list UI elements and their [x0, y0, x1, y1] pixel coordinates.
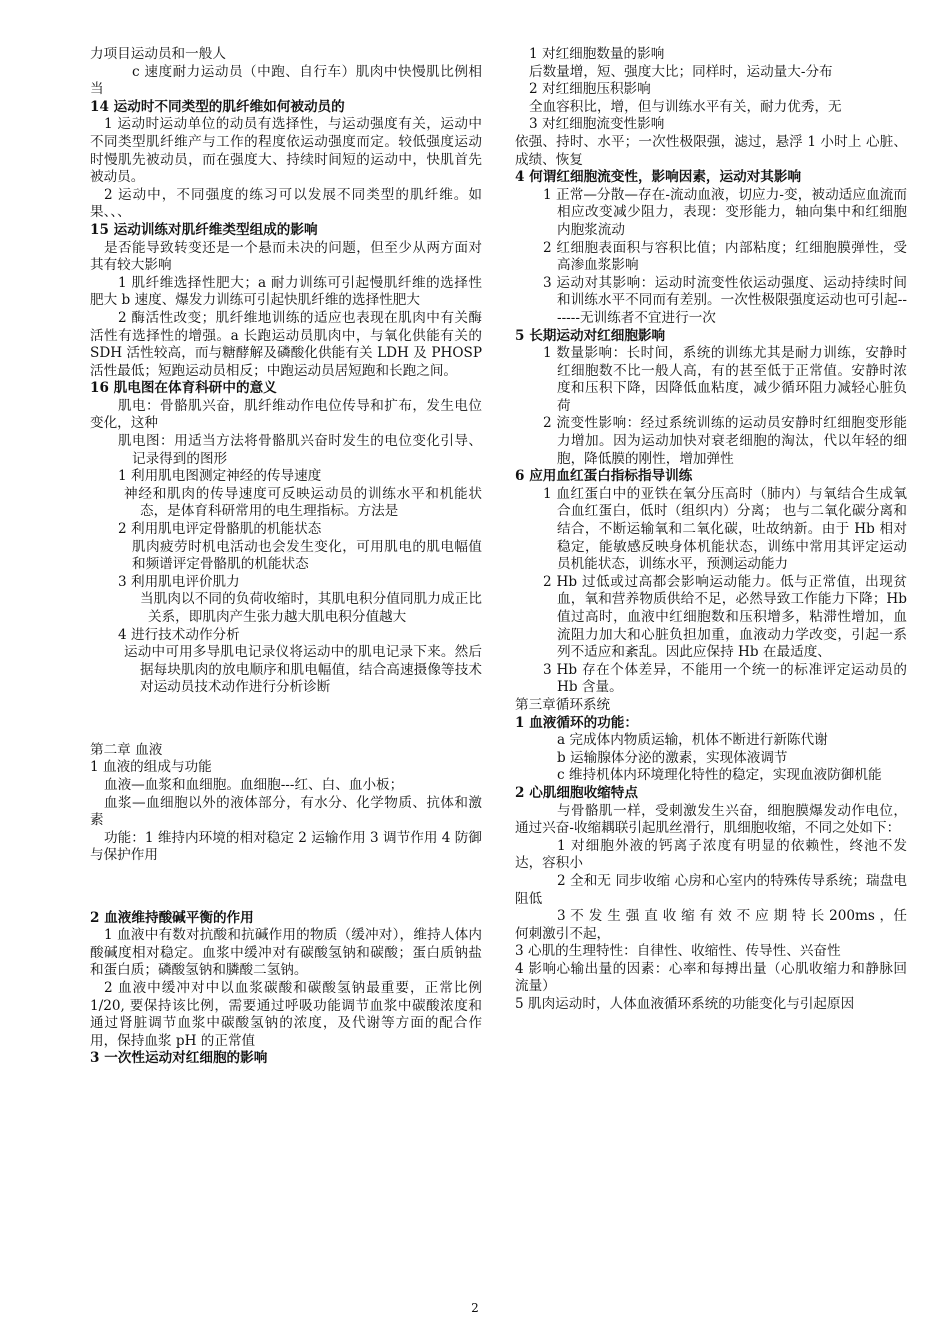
text-line: 肌电：骨骼肌兴奋，肌纤维动作电位传导和扩布，发生电位变化，这种 — [90, 397, 482, 432]
text-line: 3 对红细胞流变性影响 — [529, 116, 665, 133]
text-line: 2 运动中，不同强度的练习可以发展不同类型的肌纤维。如果、、、 — [90, 186, 482, 221]
text-line: 血液—血浆和血细胞。血细胞---红、白、血小板； — [104, 776, 404, 793]
text-line: 功能：1 维持内环境的相对稳定 2 运输作用 3 调节作用 4 防御与保护作用 — [90, 829, 482, 864]
text-line: 2 流变性影响：经过系统训练的运动员安静时红细胞变形能力增加。因为运动加快对衰老细胞的淘汰，代以年轻的细胞，降低膜的刚性，增加弹性 — [543, 415, 907, 467]
left-column — [90, 46, 482, 1068]
text-line: 1 血液中有数对抗酸和抗碱作用的物质（缓冲对），维持人体内酸碱度相对稳定。血浆中缓冲对有碳酸氢钠和碳酸；蛋白质钠盐和蛋白质；磷酸氢钠和膦酸二氢钠。 — [90, 927, 482, 979]
text-line: 4 进行技术动作分析 — [118, 626, 240, 643]
text-line: 依强、持时、水平；一次性极限强，滤过，悬浮 1 小时上 心脏、成绩、恢复 — [515, 133, 907, 168]
text-line: 14 运动时不同类型的肌纤维如何被动员的 — [90, 98, 345, 115]
text-line: 2 全和无 同步收缩 心房和心室内的特殊传导系统；瑞盘电阻低 — [515, 872, 907, 907]
text-line: 2 血液维持酸碱平衡的作用 — [90, 909, 254, 926]
text-line: 神经和肌肉的传导速度可反映运动员的训练水平和机能状态，是体育科研常用的电生理指标。方法是 — [124, 485, 482, 520]
text-line: 16 肌电图在体育科研中的意义 — [90, 380, 277, 397]
text-line: 肌电图：用适当方法将骨骼肌兴奋时发生的电位变化引导、记录得到的图形 — [118, 433, 482, 467]
text-line: 3 不 发 生 强 直 收 缩 有 效 不 应 期 特 长 200ms ，任何刺激引不起， — [515, 908, 907, 942]
text-line: c 速度耐力运动员（中跑、自行车）肌肉中快慢肌比例相当 — [90, 63, 482, 98]
page-number: 2 — [471, 1301, 479, 1315]
text-line: 3 Hb 存在个体差异，不能用一个统一的标准评定运动员的 Hb 含量。 — [543, 661, 907, 696]
text-line: 2 红细胞表面积与容积比值；内部粘度；红细胞膜弹性，受高渗血浆影响 — [543, 239, 907, 274]
text-line: 5 肌肉运动时，人体血液循环系统的功能变化与引起原因 — [515, 996, 855, 1013]
text-line: 2 对红细胞压积影响 — [529, 81, 651, 98]
text-line: 1 血液的组成与功能 — [90, 759, 212, 776]
text-line: c 维持机体内环境理化特性的稳定，实现血液防御机能 — [557, 767, 882, 784]
text-line: 4 影响心输出量的因素：心率和每搏出量（心肌收缩力和静脉回流量） — [515, 960, 907, 995]
text-line: 1 利用肌电图测定神经的传导速度 — [118, 468, 322, 485]
text-line: 15 运动训练对肌纤维类型组成的影响 — [90, 221, 318, 238]
text-line: 3 运动对其影响：运动时流变性依运动强度、运动持续时间和训练水平不同而有差别。一次性极限强度运动也可引起-------无训练者不宜进行一次 — [543, 274, 907, 326]
text-line: 是否能导致转变还是一个悬而未决的问题，但至少从两方面对其有较大影响 — [90, 239, 482, 274]
text-line: 4 何谓红细胞流变性，影响因素，运动对其影响 — [515, 169, 802, 186]
text-line: 3 心肌的生理特性：自律性、收缩性、传导性、兴奋性 — [515, 943, 841, 960]
text-line: 1 运动时运动单位的动员有选择性，与运动强度有关，运动中不同类型肌纤维产与工作的程度依运动强度而定。较低强度运动时慢肌先被动员，而在强度大、持续时间短的运动中，快肌首先被动员。 — [90, 116, 482, 186]
blank-line — [90, 879, 482, 897]
text-line: a 完成体内物质运输，机体不断进行新陈代谢 — [557, 732, 828, 749]
text-line: 2 血液中缓冲对中以血浆碳酸和碳酸氢钠最重要，正常比例 1/20, 要保持该比例，需要通过呼吸功能调节血浆中碳酸浓度和通过肾脏调节血浆中碳酸氢钠的浓度，及代谢等方面的配合作用，保持血浆 pH 的正常值 — [90, 980, 482, 1049]
blank-line — [90, 711, 482, 729]
text-line: 1 肌纤维选择性肥大；a 耐力训练可引起慢肌纤维的选择性肥大 b 速度、爆发力训练可引起快肌纤维的选择性肥大 — [90, 274, 482, 309]
text-line: 全血容积比，增，但与训练水平有关，耐力优秀，无 — [529, 98, 842, 115]
text-line: 第二章 血液 — [90, 741, 163, 758]
text-line: 与骨骼肌一样，受刺激发生兴奋，细胞膜爆发动作电位，通过兴奋-收缩耦联引起肌丝滑行，肌细胞收缩，不同之处如下： — [515, 802, 907, 837]
text-line: 当肌肉以不同的负荷收缩时，其肌电积分值同肌力成正比关系，即肌肉产生张力越大肌电积分值越大 — [140, 591, 482, 625]
text-line: 肌肉疲劳时机电活动也会发生变化，可用肌电的肌电幅值和频谱评定骨骼肌的机能状态 — [132, 538, 482, 573]
text-line: 6 应用血红蛋白指标指导训练 — [515, 468, 693, 485]
text-line: 1 数量影响：长时间，系统的训练尤其是耐力训练，安静时红细胞数不比一般人高，有的甚至低于正常值。安静时浓度和压积下降，因降低血粘度，减少循环阻力减轻心脏负荷 — [543, 345, 907, 414]
text-line: 5 长期运动对红细胞影响 — [515, 327, 666, 344]
text-line: 1 对细胞外液的钙离子浓度有明显的依赖性，终池不发达，容积小 — [515, 837, 907, 872]
text-line: 1 对红细胞数量的影响 — [529, 46, 665, 62]
text-line: 后数量增，短、强度大比；同样时，运动量大-分布 — [529, 63, 833, 80]
text-line: 2 利用肌电评定骨骼肌的机能状态 — [118, 521, 322, 538]
text-line: 血浆—血细胞以外的液体部分，有水分、化学物质、抗体和激素 — [90, 794, 482, 829]
text-line: 1 血液循环的功能： — [515, 714, 638, 731]
text-line: 2 酶活性改变；肌纤维地训练的适应也表现在肌肉中有关酶活性有选择性的增强。a 长跑运动员肌肉中，与氧化供能有关的 SDH 活性较高，而与糖酵解及磷酸化供能有关 LDH 及 PHOSP 活性最低；短跑运动员相反；中跑运动员居短跑和长跑之间。 — [90, 309, 482, 379]
text-line: 3 利用肌电评价肌力 — [118, 573, 240, 590]
text-line: 2 心肌细胞收缩特点 — [515, 784, 638, 801]
text-line: 力项目运动员和一般人 — [90, 46, 226, 62]
text-line: 运动中可用多导肌电记录仪将运动中的肌电记录下来。然后据每块肌肉的放电顺序和肌电幅值，结合高速摄像等技术对运动员技术动作进行分析诊断 — [124, 644, 482, 696]
text-line: 第三章循环系统 — [515, 696, 611, 713]
right-column — [515, 46, 907, 1014]
text-line: 3 一次性运动对红细胞的影响 — [90, 1050, 268, 1067]
text-line: 1 正常—分散—存在-流动血液，切应力-变，被动适应血流而相应改变减少阻力，表现：变形能力，轴向集中和红细胞内胞浆流动 — [543, 186, 907, 238]
text-line: b 运输腺体分泌的激素，实现体液调节 — [557, 749, 788, 766]
text-line: 1 血红蛋白中的亚铁在氧分压高时（肺内）与氧结合生成氧合血红蛋白，低时（组织内）分离； 也与二氧化碳分离和结合，不断运输氧和二氧化碳，吐故纳新。由于 Hb 相对稳定，能敏感反映身体机能状态，训练中常用其评定运动员机能状态，训练水平，预测运动能力 — [543, 485, 907, 573]
text-line: 2 Hb 过低或过高都会影响运动能力。低与正常值，出现贫血，氧和营养物质供给不足，必然导致工作能力下降；Hb 值过高时，血液中红细胞数和压积增多，粘滞性增加，血流阻力加大和心脏负担加重，血液动力学改变，引起一系列不适应和紊乱。因此应保持 Hb 在最适度、 — [543, 573, 907, 661]
